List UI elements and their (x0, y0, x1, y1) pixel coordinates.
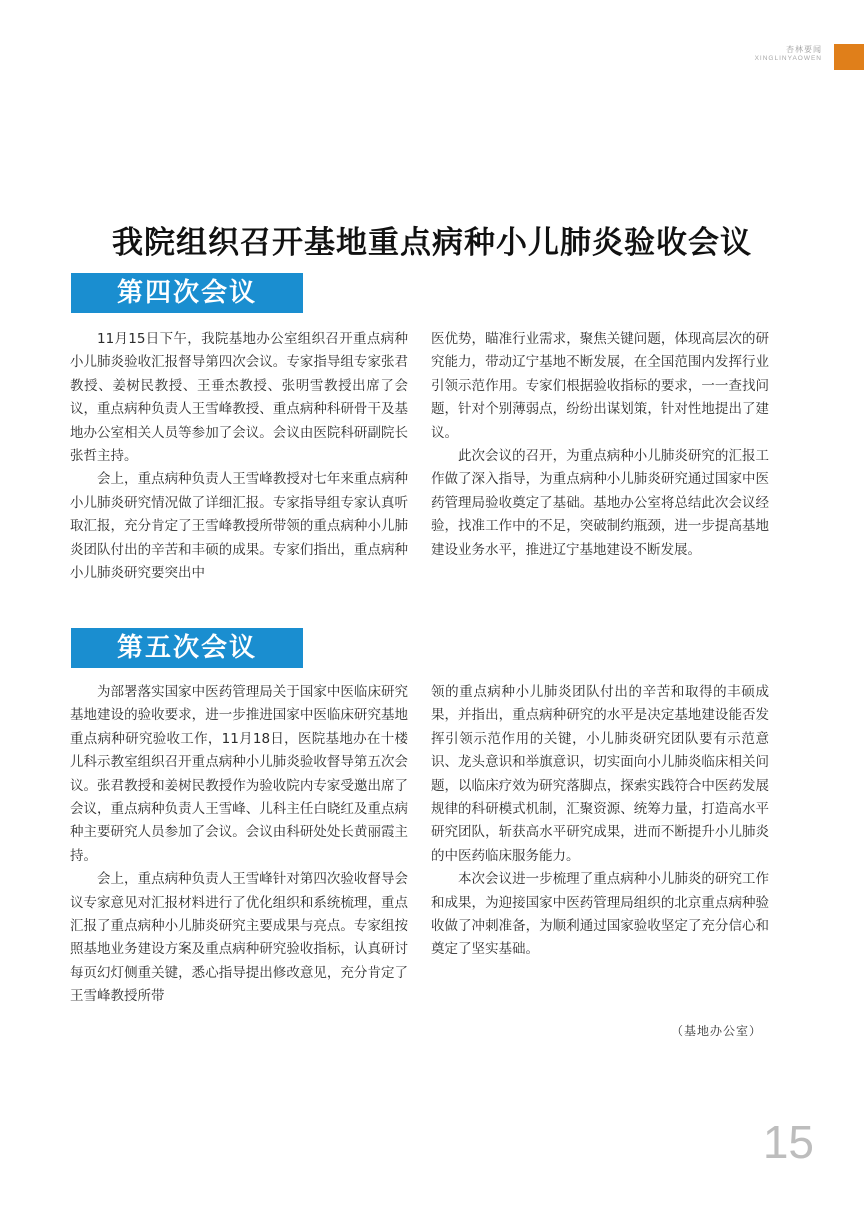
article-signature: （基地办公室） (670, 1024, 762, 1038)
article-title: 我院组织召开基地重点病种小儿肺炎验收会议 (112, 225, 752, 261)
brand-name-en: XINGLINYAOWEN (754, 54, 822, 62)
corner-accent-tab (834, 44, 864, 70)
page-number: 15 (762, 1116, 814, 1168)
paragraph: 医优势，瞄准行业需求，聚焦关键问题，体现高层次的研究能力，带动辽宁基地不断发展，在全国范围内发挥行业引领示范作用。专家们根据验收指标的要求，一一查找问题，针对个别薄弱点，纷纷出谋划策，针对性地提出了建议。 (431, 331, 769, 441)
paragraph: 此次会议的召开，为重点病种小儿肺炎研究的汇报工作做了深入指导，为重点病种小儿肺炎研究通过国家中医药管理局验收奠定了基础。基地办公室将总结此次会议经验，找准工作中的不足，突破制约瓶颈，进一步提高基地建设业务水平，推进辽宁基地建设不断发展。 (431, 448, 769, 558)
paragraph: 为部署落实国家中医药管理局关于国家中医临床研究基地建设的验收要求，进一步推进国家中医临床研究基地重点病种研究验收工作，11月18日，医院基地办在十楼儿科示教室组织召开重点病种小儿肺炎验收督导第五次会议。张君教授和姜树民教授作为验收院内专家受邀出席了会议，重点病种负责人王雪峰、儿科主任白晓红及重点病种主要研究人员参加了会议。会议由科研处处长黄丽霞主持。 (70, 684, 408, 864)
paragraph: 领的重点病种小儿肺炎团队付出的辛苦和取得的丰硕成果，并指出，重点病种研究的水平是决定基地建设能否发挥引领示范作用的关键，小儿肺炎研究团队要有示范意识、龙头意识和举旗意识，切实面向小儿肺炎临床相关问题，以临床疗效为研究落脚点，探索实践符合中医药发展规律的科研模式机制，汇聚资源、统筹力量，打造高水平研究团队，斩获高水平研究成果，进而不断提升小儿肺炎的中医药临床服务能力。 (431, 684, 769, 864)
paragraph: 会上，重点病种负责人王雪峰教授对七年来重点病种小儿肺炎研究情况做了详细汇报。专家指导组专家认真听取汇报，充分肯定了王雪峰教授所带领的重点病种小儿肺炎团队付出的辛苦和丰硕的成果。专家们指出，重点病种小儿肺炎研究要突出中 (70, 471, 408, 582)
section-heading-fourth-meeting: 第四次会议 (71, 273, 303, 313)
section4-right-column (431, 328, 769, 562)
paragraph: 本次会议进一步梳理了重点病种小儿肺炎的研究工作和成果，为迎接国家中医药管理局组织的北京重点病种验收做了冲刺准备，为顺利通过国家验收坚定了充分信心和奠定了坚实基础。 (431, 871, 769, 958)
section4-left-column (70, 328, 408, 585)
brand-name-cn: 杏林要闻 (786, 45, 822, 54)
section-heading-fifth-meeting: 第五次会议 (71, 628, 303, 668)
header-brand (755, 45, 822, 62)
paragraph: 会上，重点病种负责人王雪峰针对第四次验收督导会议专家意见对汇报材料进行了优化组织和系统梳理，重点汇报了重点病种小儿肺炎研究主要成果与亮点。专家组按照基地业务建设方案及重点病种研究验收指标，认真研讨每页幻灯侧重关键，悉心指导提出修改意见，充分肯定了王雪峰教授所带 (70, 871, 408, 1005)
section5-left-column (70, 681, 408, 1009)
section5-right-column (431, 681, 769, 962)
paragraph: 11月15日下午，我院基地办公室组织召开重点病种小儿肺炎验收汇报督导第四次会议。专家指导组专家张君教授、姜树民教授、王垂杰教授、张明雪教授出席了会议，重点病种负责人王雪峰教授、重点病种科研骨干及基地办公室相关人员等参加了会议。会议由医院科研副院长张哲主持。 (70, 331, 408, 465)
